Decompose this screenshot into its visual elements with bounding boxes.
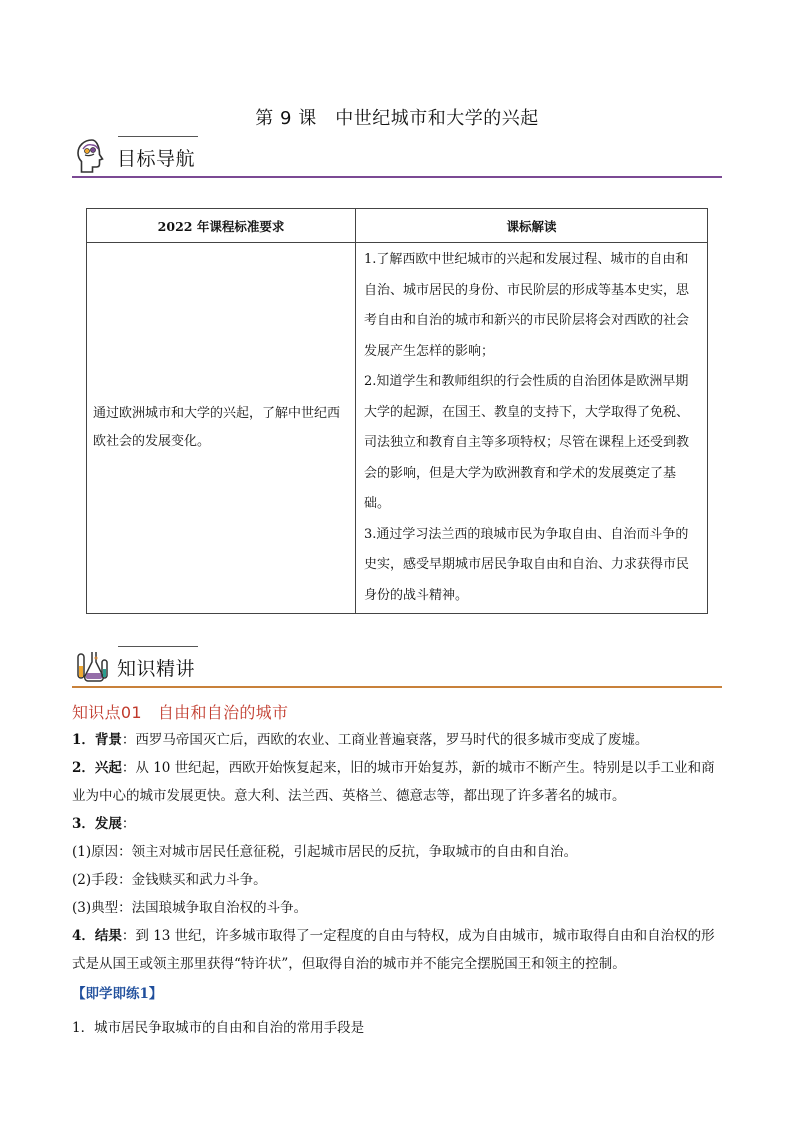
knowledge-content [72,726,722,1042]
lab-flask-icon [72,646,112,686]
content-paragraph: 2．兴起：从 10 世纪起，西欧开始恢复起来，旧的城市开始复苏，新的城市不断产生。特别是以手工业和商业为中心的城市发展更快。意大利、法兰西、英格兰、德意志等，都出现了许多著名的城市。 [72,760,715,804]
interpretation-item: 3.通过学习法兰西的琅城市民为争取自由、自治而斗争的史实，感受早期城市居民争取自由和自治、力求获得市民身份的战斗精神。 [364,526,690,603]
standard-requirement-text: 通过欧洲城市和大学的兴起，了解中世纪西欧社会的发展变化。 [87,243,356,614]
paragraph-label: 2．兴起 [72,760,122,776]
content-paragraph: 1．背景：西罗马帝国灭亡后，西欧的农业、工商业普遍衰落，罗马时代的很多城市变成了废墟。 [72,732,649,748]
goals-table [86,208,708,614]
knowledge-section-header [72,646,722,688]
content-subpoint: (3)典型：法国琅城争取自治权的斗争。 [72,900,308,916]
goals-section-header [72,136,722,178]
interpretation-item: 1.了解西欧中世纪城市的兴起和发展过程、城市的自由和自治、城市居民的身份、市民阶层的形成等基本史实，思考自由和自治的城市和新兴的市民阶层将会对西欧的社会发展产生怎样的影响； [364,252,690,359]
goals-header-right: 课标解读 [356,209,708,243]
practice-question: 1．城市居民争取城市的自由和自治的常用手段是 [72,1020,365,1036]
paragraph-label: 4．结果 [72,928,122,944]
goals-table-header-row [87,209,708,243]
knowledge-point-title: 自由和自治的城市 [157,703,289,722]
content-subpoint: (2)手段：金钱赎买和武力斗争。 [72,872,267,888]
content-paragraph: 4．结果：到 13 世纪，许多城市取得了一定程度的自由与特权，成为自由城市，城市取得自由和自治权的形式是从国王或领主那里获得“特许状”，但取得自治的城市并不能完全摆脱国王和领主的控制。 [72,928,715,972]
content-paragraph: 3．发展： [72,816,136,832]
header-top-rule [118,646,198,647]
content-subpoint: (1)原因：领主对城市居民任意征税，引起城市居民的反抗，争取城市的自由和自治。 [72,844,578,860]
page-title: 第 9 课 中世纪城市和大学的兴起 [255,108,539,129]
paragraph-label: 3．发展 [72,816,122,832]
goals-section-label: 目标导航 [117,148,196,170]
paragraph-label: 1．背景 [72,732,122,748]
interpretation-item: 2.知道学生和教师组织的行会性质的自治团体是欧洲早期大学的起源，在国王、教皇的支持下，大学取得了免税、司法独立和教育自主等多项特权；尽管在课程上还受到教会的影响，但是大学为欧洲教育和学术的发展奠定了基础。 [364,374,690,511]
knowledge-section-label: 知识精讲 [117,658,196,680]
header-top-rule [118,136,198,137]
goals-table-body-row [87,243,708,614]
brain-head-icon [72,136,112,176]
knowledge-divider [72,686,722,688]
goals-divider [72,176,722,178]
knowledge-point-heading [72,700,288,723]
standard-interpretation-cell [356,243,708,614]
knowledge-point-number: 知识点01 [72,703,142,722]
goals-header-left: 2022 年课程标准要求 [87,209,356,243]
practice-label: 【即学即练1】 [72,986,163,1002]
